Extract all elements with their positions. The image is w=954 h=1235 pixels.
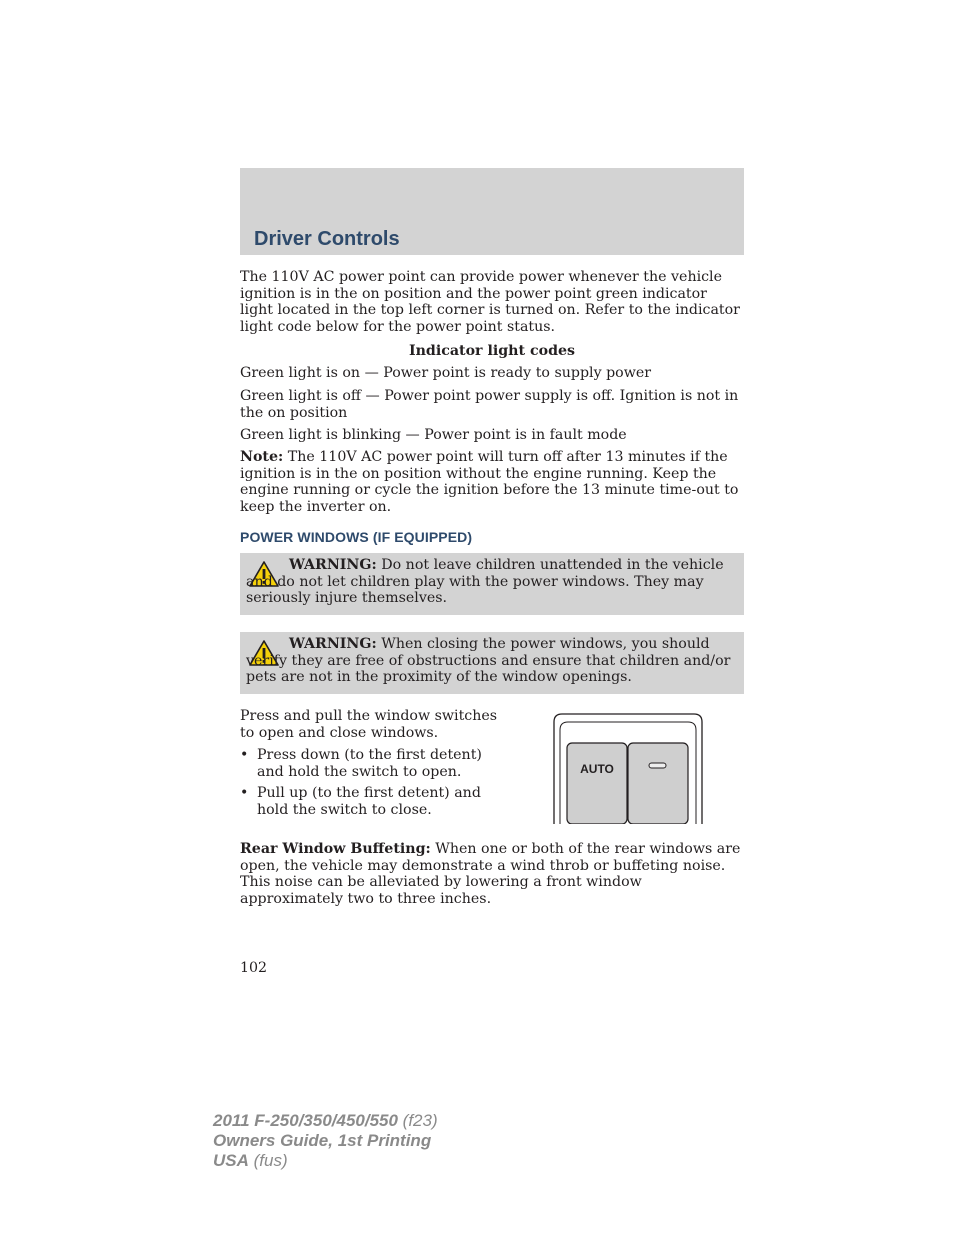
- switch-indicator-icon: [649, 763, 666, 768]
- page-title: Driver Controls: [254, 228, 400, 250]
- warning-text: [246, 557, 736, 607]
- page-number: 102: [240, 960, 268, 976]
- rear-text: When one or both of the rear windows are open, the vehicle may demonstrate a wind throb or buffeting noise. This noise can be alleviated by lowering a front window approximately two to three inches.: [240, 841, 741, 907]
- rear-label: Rear Window Buffeting:: [240, 841, 431, 857]
- note-text: The 110V AC power point will turn off after 13 minutes if the ignition is in the on position without the engine running. Keep the engine running or cycle the ignition before the 13 minute time-out to keep the inverter on.: [240, 449, 739, 515]
- warning-body: When closing the power windows, you should verify they are free of obstructions and ensure that children and/or pets are not in the proximity of the window openings.: [246, 636, 731, 686]
- codes-heading: Indicator light codes: [408, 343, 576, 359]
- warning-text: [246, 636, 736, 686]
- footer-region-code: (fus): [248, 1151, 288, 1170]
- warning-box: [240, 553, 744, 615]
- window-switch: [628, 743, 688, 824]
- note-paragraph: [240, 449, 744, 515]
- note-label: Note:: [240, 449, 284, 465]
- intro-paragraph: The 110V AC power point can provide power whenever the vehicle ignition is in the on position and the power point green indicator light located in the top left corner is turned on. Refer to the indicator light code below for the power point status.: [240, 269, 740, 335]
- rear-buffeting-paragraph: [240, 841, 744, 907]
- code-item: Green light is on — Power point is ready to supply power: [240, 365, 652, 381]
- warning-label: WARNING:: [289, 557, 377, 573]
- footer-printing: Owners Guide, 1st Printing: [213, 1131, 432, 1150]
- list-item-text: Pull up (to the first detent) and hold the switch to close.: [257, 785, 481, 818]
- auto-label: AUTO: [580, 762, 614, 776]
- footer-region: USA: [213, 1151, 249, 1170]
- switch-intro: Press and pull the window switches to open and close windows.: [240, 708, 498, 741]
- bullet-marker: •: [240, 785, 249, 801]
- auto-switch: [567, 743, 627, 824]
- warning-box: [240, 632, 744, 694]
- code-item: Green light is off — Power point power supply is off. Ignition is not in the on position: [240, 388, 739, 421]
- footer-model: 2011 F-250/350/450/550: [213, 1111, 398, 1130]
- footer-model-code: (f23): [397, 1111, 438, 1130]
- footer: [213, 1111, 438, 1171]
- bullet-marker: •: [240, 747, 249, 763]
- code-item: Green light is blinking — Power point is in fault mode: [240, 427, 627, 443]
- list-item-text: Press down (to the first detent) and hold the switch to open.: [257, 747, 482, 780]
- window-switch-illustration: [552, 712, 704, 824]
- warning-label: WARNING:: [289, 636, 377, 652]
- warning-body: Do not leave children unattended in the vehicle and do not let children play with the power windows. They may seriously injure themselves.: [246, 557, 724, 607]
- section-header-band: [240, 168, 744, 255]
- section-title: POWER WINDOWS (IF EQUIPPED): [240, 529, 473, 545]
